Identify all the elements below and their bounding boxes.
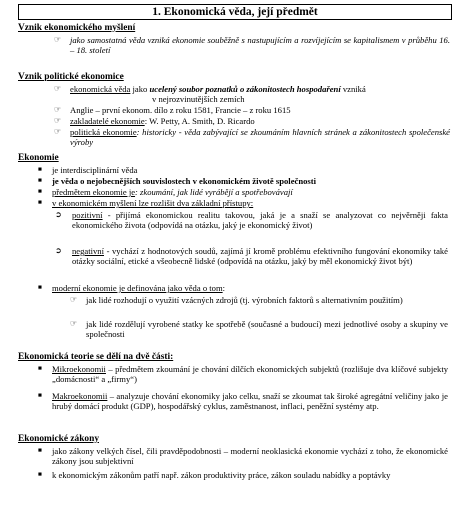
s4-bullet-2: Makroekonomii – analyzuje chování ekonomiky jako celku, snaží se zkoumat tak široké agregátní veličiny jako je hrubý domácí produkt (GDP), hospodářský cyklus, zaměstnanost, inflaci, peněžní systémy atp. (52, 391, 448, 412)
s3-positive-approach: pozitivní - přijímá ekonomickou realitu takovou, jaká je a snaží se analyzovat co nejvěrněji fakta ekonomického života (odpovídá na otázku, jaký je ekonomický život) (72, 210, 448, 231)
s3-bullet-4: v ekonomickém myšlení lze rozlišit dva základní přístupy: (52, 198, 254, 208)
square-bullet-icon: ■ (38, 284, 42, 291)
arrow-bullet-icon: ➲ (55, 246, 62, 255)
s3-negative-approach: negativní - vychází z hodnotových soudů, zajímá jí kromě problému efektivního fungování ekonomiky také otázky sociální, etické a všeobecně lidské (odpovídá na otázku, jaký by měl ekonomický život být) (72, 246, 448, 267)
heading-ekonomicke-zakony: Ekonomické zákony (18, 434, 100, 444)
hand-bullet-icon: ☞ (70, 295, 78, 304)
s3-bullet-5: moderní ekonomie je definována jako věda o tom: (52, 283, 226, 293)
square-bullet-icon: ■ (38, 392, 42, 399)
square-bullet-icon: ■ (38, 447, 42, 454)
s3-bullet-2: je věda o nejobecnějších souvislostech v ekonomickém životě společnosti (52, 176, 316, 186)
hand-bullet-icon: ☞ (70, 319, 78, 328)
s5-bullet-1: jako zákony velkých čísel, čili pravděpodobnosti – moderní neoklasická ekonomie vychází z toho, že ekonomické zákony jsou subjektivní (52, 446, 448, 467)
hand-bullet-icon: ☞ (54, 105, 62, 114)
s1-bullet-1: jako samostatná věda vzniká ekonomie souběžně s nastupujícím a rozvíjejícím se kapitalismem v průběhu 16. – 18. století (70, 35, 450, 56)
heading-vznik-ekonomickeho-mysleni: Vznik ekonomického myšlení (18, 23, 136, 33)
hand-bullet-icon: ☞ (54, 127, 62, 136)
s3-sub-1: jak lidé rozhodují o využití vzácných zdrojů (tj. výrobních faktorů s alternativním použitím) (86, 295, 403, 305)
s2-bullet-4: politická ekonomie: historicky - věda zabývající se zkoumáním hlavních stránek a zákonitostech společenské výroby (70, 127, 451, 148)
s4-bullet-1: Mikroekonomii – předmětem zkoumání je chování dílčích ekonomických subjektů (rozlišuje dva klíčové subjekty „domácnosti“ a „firmy“) (52, 364, 448, 385)
square-bullet-icon: ■ (38, 365, 42, 372)
heading-vznik-politicke-ekonomie: Vznik politické ekonomice (18, 72, 124, 82)
s2-bullet-2: Anglie – první ekonom. dílo z roku 1581, Francie – z roku 1615 (70, 105, 291, 115)
s3-bullet-1: je interdisciplinární věda (52, 165, 138, 175)
hand-bullet-icon: ☞ (54, 35, 62, 44)
heading-ekonomicka-teorie: Ekonomická teorie se dělí na dvě části: (18, 352, 174, 362)
heading-ekonomie: Ekonomie (18, 153, 59, 163)
hand-bullet-icon: ☞ (54, 84, 62, 93)
s2-bullet-3: zakladatelé ekonomie: W. Petty, A. Smith, D. Ricardo (70, 116, 255, 126)
hand-bullet-icon: ☞ (54, 116, 62, 125)
page-title: 1. Ekonomická věda, její předmět (18, 4, 452, 20)
square-bullet-icon: ■ (38, 188, 42, 195)
s3-bullet-3: předmětem ekonomie je: zkoumání, jak lidé vyrábějí a spotřebovávají (52, 187, 293, 197)
s3-sub-2: jak lidé rozdělují vyrobené statky ke spotřebě (současné a budoucí) mezi jednotlivé osoby a skupiny ve společnosti (86, 319, 448, 340)
arrow-bullet-icon: ➲ (55, 210, 62, 219)
square-bullet-icon: ■ (38, 471, 42, 478)
s2-bullet-1: ekonomická věda jako ucelený soubor poznatků o zákonitostech hospodaření vzniká v nejrozvinutějších zemích (70, 84, 366, 105)
square-bullet-icon: ■ (38, 166, 42, 173)
s5-bullet-2: k ekonomickým zákonům patří např. zákon produktivity práce, zákon souladu nabídky a poptávky (52, 470, 391, 480)
square-bullet-icon: ■ (38, 199, 42, 206)
square-bullet-icon: ■ (38, 177, 42, 184)
